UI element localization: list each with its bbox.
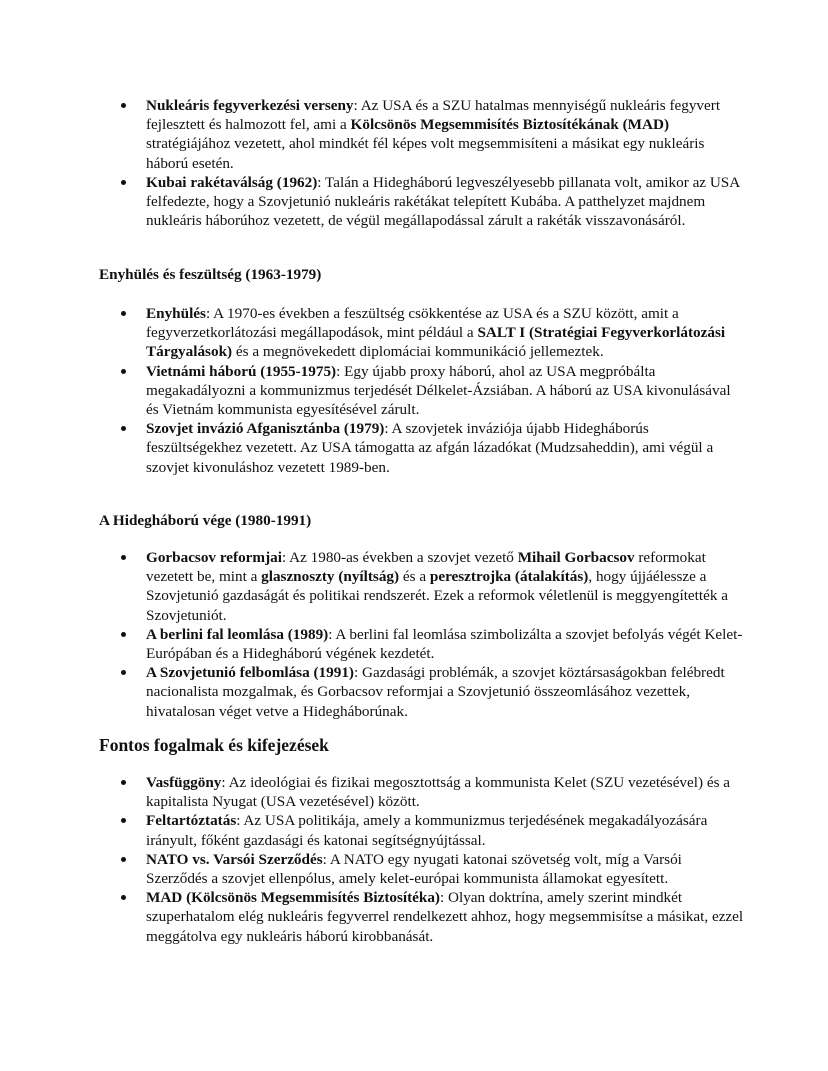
item-title: Szovjet invázió Afganisztánba (1979)	[146, 420, 385, 438]
list-item	[146, 663, 746, 721]
item-title: NATO vs. Varsói Szerződés	[146, 850, 323, 868]
item-title: Kubai rakétaválság (1962)	[146, 173, 318, 191]
item-text: : Az ideológiai és fizikai megosztottság a kommunista Kelet (SZU vezetésével) és a kapitalista Nyugat (USA vezetésével) között.	[146, 774, 731, 811]
item-text: és a megnövekedett diplomáciai kommunikáció jellemeztek.	[232, 343, 604, 361]
list-item	[146, 850, 746, 888]
section-heading-detente: Enyhülés és feszültség (1963-1979)	[99, 266, 322, 283]
item-title: Vasfüggöny	[146, 774, 222, 791]
item-text: stratégiájához vezetett, ahol mindkét fél képes volt megsemmisíteni a másikat egy nukleáris háború esetén.	[146, 135, 705, 172]
list-item	[146, 96, 746, 173]
list-item	[146, 811, 746, 849]
bullet-list-terms	[146, 773, 746, 946]
item-text: : Egy újabb proxy háború, ahol az USA megpróbálta megakadályozni a kommunizmus terjedését Délkelet-Ázsiában. A háború az USA kivonulásával és Vietnám kommunista egyesítésével zárult.	[146, 362, 731, 419]
item-text: , hogy újjáélessze a Szovjetunió gazdaságát és politikai rendszerét. Ezek a reformok véletlenül is meggyengítették a Szovjetuniót.	[146, 568, 728, 624]
section-heading-terms: Fontos fogalmak és kifejezések	[99, 735, 329, 755]
item-text: és a	[399, 568, 430, 586]
item-text: : A NATO egy nyugati katonai szövetség volt, míg a Varsói Szerződés a szovjet ellenpólus, amely kelet-európai kommunista államokat egyesített.	[146, 850, 682, 888]
item-text: : Az USA politikája, amely a kommunizmus terjedésének megakadályozására irányult, főként gazdasági és katonai segítségnyújtással.	[146, 812, 708, 849]
item-text: : A 1970-es években a feszültség csökkentése az USA és a SZU között, amit a fegyverzetkorlátozási megállapodások, mint például a	[146, 305, 679, 342]
item-bold: Kölcsönös Megsemmisítés Biztosítékának (MAD)	[350, 116, 670, 134]
list-item	[146, 548, 746, 625]
item-bold: peresztrojka (átalakítás)	[429, 568, 589, 586]
bullet-list-detente	[146, 304, 746, 477]
item-title: Gorbacsov reformjai	[146, 549, 282, 566]
item-text: : Az USA és a SZU hatalmas mennyiségű nukleáris fegyvert fejlesztett és halmozott fel, ami a	[146, 97, 721, 134]
item-text: : A szovjetek inváziója újabb Hidegháborús feszültségekhez vezetett. Az USA támogatta az afgán lázadókat (Mudzsaheddin), ami végül a szovjet kivonuláshoz vezetett 1989-ben.	[146, 420, 714, 476]
item-bold: Mihail Gorbacsov	[517, 549, 635, 566]
item-text: reformokat vezetett be, mint a	[146, 549, 706, 586]
list-item	[146, 362, 746, 420]
list-item	[146, 888, 746, 946]
item-text: : Gazdasági problémák, a szovjet köztársaságokban felébredt nacionalista mozgalmak, és Gorbacsov reformjai a Szovjetunió összeomlásához vezettek, hivatalosan véget vetve a Hidegháborúnak.	[146, 664, 725, 720]
list-item	[146, 773, 746, 811]
item-text: : Az 1980-as években a szovjet vezető	[281, 549, 518, 566]
item-bold: SALT I (Stratégiai Fegyverkorlátozási Tárgyalások)	[146, 324, 726, 361]
list-item	[146, 625, 746, 663]
item-title: MAD (Kölcsönös Megsemmisítés Biztosítéka)	[146, 889, 440, 907]
item-title: A berlini fal leomlása (1989)	[146, 625, 329, 643]
item-title: Vietnámi háború (1955-1975)	[146, 362, 337, 380]
item-text: : Talán a Hidegháború legveszélyesebb pillanata volt, amikor az USA felfedezte, hogy a Szovjetunió nukleáris rakétákat telepített Kubába. A patthelyzet majdnem nukleáris háborúhoz vezetett, de végül megállapodással zárult a rakéták visszavonásáról.	[146, 173, 740, 230]
item-bold: glasznoszty (nyíltság)	[261, 568, 400, 586]
item-title: A Szovjetunió felbomlása (1991)	[146, 664, 354, 682]
bullet-list-end	[146, 548, 746, 721]
bullet-list-nuclear	[146, 96, 746, 230]
section-heading-end: A Hidegháború vége (1980-1991)	[99, 512, 312, 529]
item-title: Enyhülés	[146, 305, 206, 322]
list-item	[146, 304, 746, 362]
item-text: : Olyan doktrína, amely szerint mindkét szuperhatalom elég nukleáris fegyverrel rendelkezett ahhoz, hogy megsemmisítse a másikat, ezzel meggátolva egy nukleáris háború kirobbanását.	[146, 889, 744, 945]
item-title: Feltartóztatás	[146, 812, 237, 830]
list-item	[146, 173, 746, 231]
item-title: Nukleáris fegyverkezési verseny	[146, 97, 354, 114]
item-text: : A berlini fal leomlása szimbolizálta a szovjet befolyás végét Kelet-Európában és a Hidegháború végének kezdetét.	[146, 625, 743, 663]
list-item	[146, 419, 746, 477]
